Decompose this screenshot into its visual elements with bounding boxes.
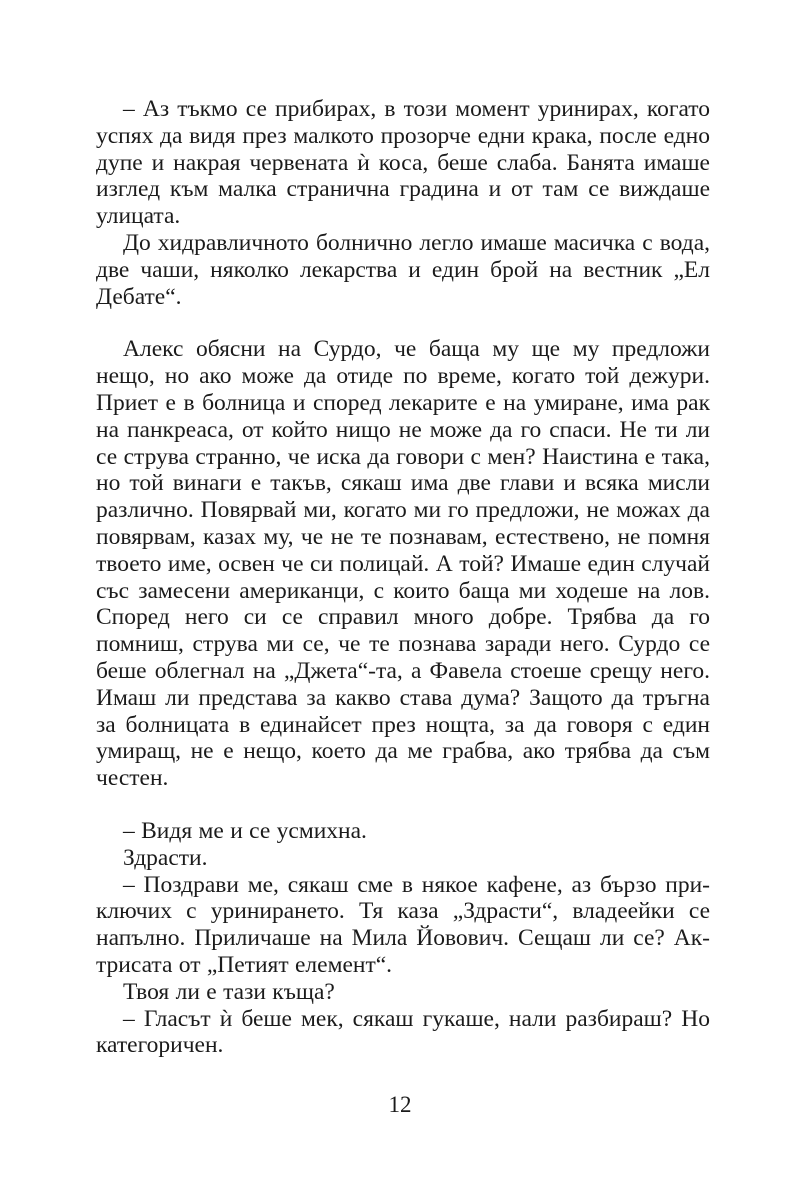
- text-block: [96, 96, 710, 1059]
- page-number: 12: [388, 1092, 412, 1117]
- paragraph: – Аз тъкмо се прибирах, в този момент уринирах, когато успях да видя през малкото прозорче едни крака, после едно дупе и накрая червената ѝ коса, беше слаба. Банята имаше изглед към малка странична градина и от там се виждаше улицата.: [96, 96, 710, 230]
- paragraph: – Гласът ѝ беше мек, сякаш гукаше, нали разбираш? Но категоричен.: [96, 1005, 710, 1059]
- paragraph: Алекс обясни на Сурдо, че баща му ще му предложи нещо, но ако може да отиде по време, когато той дежури. Приет е в болница и според лекарите е на умиране, има рак на панкреаса, от който нищо не може да го спаси. Не ти ли се струва странно, че иска да говори с мен? Наистина е така, но той винаги е такъв, сякаш има две глави и всяка мисли различно. Повярвай ми, когато ми го предложи, не можах да повярвам, казах му, че не те познавам, естествено, не помня твоето име, освен че си полицай. А той? Имаше един случай със замесени американци, с които баща ми ходеше на лов. Според него си се справил много добре. Трябва да го помниш, струва ми се, че те познава заради него. Сурдо се беше облегнал на „Джета“-та, а Фавела стоеше срещу него. Имаш ли представа за какво става дума? Защото да тръгна за болницата в единайсет през нощта, за да говоря с един умиращ, не е нещо, което да ме грабва, ако трябва да съм честен.: [96, 336, 710, 792]
- paragraph: – Поздрави ме, сякаш сме в някое кафене, аз бързо приключих с уринирането. Тя каза „Здрасти“, владеейки се напълно. Приличаше на Мила Йовович. Сещаш ли се? Актрисата от „Петият елемент“.: [96, 871, 710, 978]
- paragraph: До хидравличното болнично легло имаше масичка с вода, две чаши, няколко лекарства и един брой на вестник „Ел Дебате“.: [96, 229, 710, 310]
- paragraph: Твоя ли е тази къща?: [123, 978, 335, 1005]
- paragraph: – Видя ме и се усмихна.: [123, 817, 367, 844]
- paragraph: Здрасти.: [123, 844, 208, 871]
